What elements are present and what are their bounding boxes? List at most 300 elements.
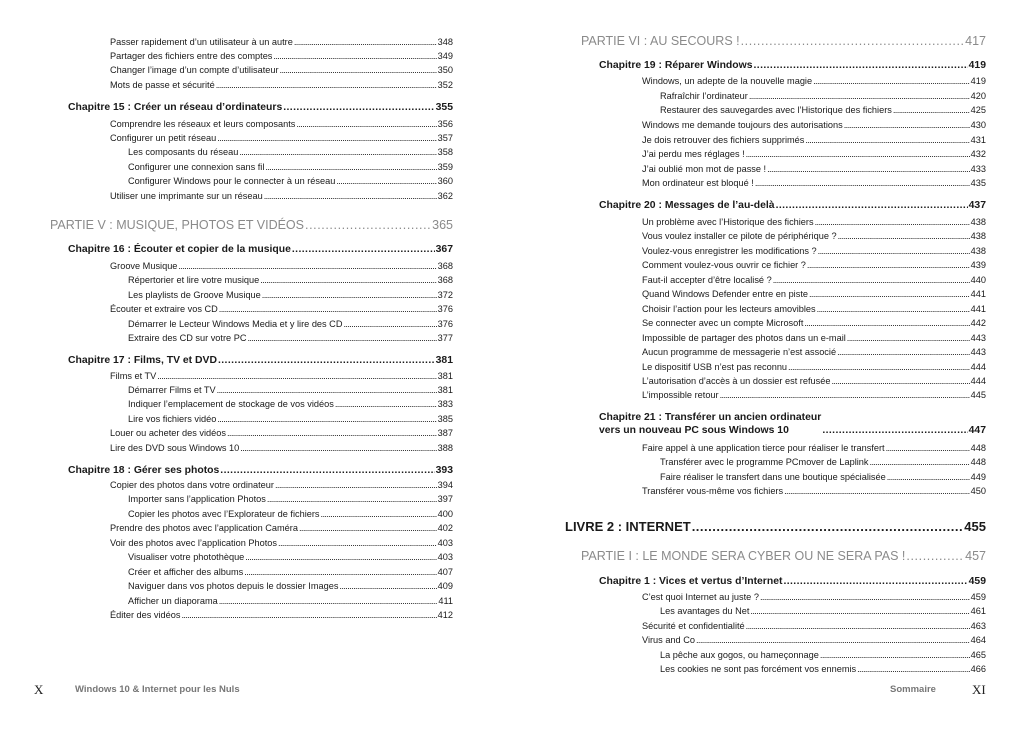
dot-leader xyxy=(696,634,970,646)
toc-entry-title: Configurer un petit réseau xyxy=(110,133,217,143)
toc-entry-part xyxy=(581,33,986,49)
toc-entry-part xyxy=(50,217,453,233)
toc-entry-sec2 xyxy=(660,90,986,102)
page-number-right: XI xyxy=(972,682,986,697)
toc-entry-page-number: 403 xyxy=(437,538,453,548)
dot-leader xyxy=(278,537,437,549)
toc-entry-sec2 xyxy=(660,649,986,661)
dot-leader xyxy=(299,522,437,534)
toc-entry-page-number: 381 xyxy=(437,385,453,395)
toc-entry-sec1 xyxy=(642,230,986,242)
dot-leader xyxy=(321,508,437,520)
toc-entry-title: Mots de passe et sécurité xyxy=(110,80,215,90)
toc-entry-page-number: 400 xyxy=(437,509,453,519)
toc-entry-title: Se connecter avec un compte Microsoft xyxy=(642,318,804,328)
toc-entry-title: J’ai oublié mon mot de passe ! xyxy=(642,164,767,174)
toc-entry-page-number: 387 xyxy=(437,428,453,438)
toc-entry-title: Changer l’image d’un compte d’utilisateur xyxy=(110,65,279,75)
toc-entry-sec1 xyxy=(642,332,986,344)
toc-entry-livre xyxy=(565,519,986,535)
toc-entry-sec2 xyxy=(660,605,986,617)
toc-entry-title: Configurer une connexion sans fil xyxy=(128,162,265,172)
toc-entry-page-number: 438 xyxy=(970,231,986,241)
toc-entry-page-number: 463 xyxy=(970,621,986,631)
toc-entry-chap2 xyxy=(599,411,986,437)
dot-leader xyxy=(844,119,970,131)
dot-leader xyxy=(178,260,436,272)
toc-entry-page-number: 438 xyxy=(970,246,986,256)
toc-entry-sec1 xyxy=(642,259,986,271)
toc-entry-title: Faut-il accepter d’être localisé ? xyxy=(642,275,772,285)
toc-entry-sec1 xyxy=(110,64,453,76)
toc-entry-title: Chapitre 19 : Réparer Windows xyxy=(599,60,753,71)
toc-entry-title: Copier les photos avec l’Explorateur de fichiers xyxy=(128,509,320,519)
toc-entry-sec2 xyxy=(128,595,453,607)
toc-entry-title: Prendre des photos avec l’application Caméra xyxy=(110,523,298,533)
dot-leader xyxy=(749,90,970,102)
dot-leader xyxy=(217,413,436,425)
dot-leader xyxy=(831,375,969,387)
toc-entry-page-number: 420 xyxy=(970,91,986,101)
toc-entry-chap xyxy=(599,199,986,212)
toc-entry-page-number: 444 xyxy=(970,362,986,372)
dot-leader xyxy=(339,580,436,592)
toc-entry-sec2 xyxy=(660,104,986,116)
toc-entry-page-number: 459 xyxy=(970,592,986,602)
dot-leader xyxy=(265,161,436,173)
toc-entry-sec1 xyxy=(642,274,986,286)
toc-entry-title: Chapitre 15 : Créer un réseau d’ordinateurs xyxy=(68,102,283,113)
toc-entry-sec1 xyxy=(642,346,986,358)
dot-leader xyxy=(267,493,437,505)
toc-entry-title: PARTIE I : LE MONDE SERA CYBER OU NE SERA PAS ! xyxy=(581,549,906,563)
toc-entry-page-number: 407 xyxy=(437,567,453,577)
toc-entry-sec2 xyxy=(128,413,453,425)
toc-entry-title: Passer rapidement d’un utilisateur à un autre xyxy=(110,37,293,47)
dot-leader xyxy=(244,566,436,578)
toc-entry-page-number: 419 xyxy=(968,60,986,71)
toc-entry-page-number: 441 xyxy=(970,289,986,299)
toc-entry-sec1 xyxy=(110,609,453,621)
toc-entry-page-number: 448 xyxy=(970,443,986,453)
dot-leader xyxy=(239,146,436,158)
dot-leader xyxy=(773,274,970,286)
dot-leader xyxy=(283,101,434,114)
toc-entry-page-number: 383 xyxy=(437,399,453,409)
toc-entry-part xyxy=(581,548,986,564)
dot-leader xyxy=(767,163,970,175)
toc-entry-title: Windows, un adepte de la nouvelle magie xyxy=(642,76,813,86)
toc-entry-title: L’impossible retour xyxy=(642,390,719,400)
toc-entry-title: PARTIE V : MUSIQUE, PHOTOS ET VIDÉOS xyxy=(50,218,304,232)
toc-entry-sec1 xyxy=(642,303,986,315)
toc-entry-sec1 xyxy=(110,132,453,144)
toc-entry-page-number: 397 xyxy=(437,494,453,504)
toc-entry-title: Impossible de partager des photos dans un e-mail xyxy=(642,333,846,343)
toc-entry-page-number: 438 xyxy=(970,217,986,227)
toc-entry-sec1 xyxy=(642,75,986,87)
dot-leader xyxy=(788,361,970,373)
toc-entry-chap xyxy=(599,575,986,588)
toc-entry-title: Un problème avec l’Historique des fichiers xyxy=(642,217,814,227)
dot-leader xyxy=(847,332,970,344)
toc-entry-page-number: 411 xyxy=(438,596,453,606)
dot-leader xyxy=(181,609,436,621)
toc-entry-sec1 xyxy=(642,148,986,160)
dot-leader xyxy=(218,354,435,367)
toc-entry-page-number: 449 xyxy=(970,472,986,482)
toc-entry-title: Éditer des vidéos xyxy=(110,610,181,620)
dot-leader xyxy=(227,427,437,439)
toc-entry-title-line2: vers un nouveau PC sous Windows 10 xyxy=(599,425,789,436)
dot-leader xyxy=(292,243,435,256)
dot-leader xyxy=(815,216,970,228)
toc-entry-title: Configurer Windows pour le connecter à un réseau xyxy=(128,176,336,186)
toc-entry-page-number: 425 xyxy=(970,105,986,115)
toc-entry-sec1 xyxy=(110,370,453,382)
dot-leader xyxy=(336,175,436,187)
toc-entry-title: Les composants du réseau xyxy=(128,147,239,157)
toc-entry-title: Démarrer le Lecteur Windows Media et y lire des CD xyxy=(128,319,343,329)
dot-leader xyxy=(783,575,967,588)
toc-entry-title: LIVRE 2 : INTERNET xyxy=(565,519,691,534)
toc-entry-sec1 xyxy=(110,50,453,62)
toc-entry-title: Groove Musique xyxy=(110,261,178,271)
toc-entry-page-number: 394 xyxy=(437,480,453,490)
toc-entry-page-number: 459 xyxy=(968,576,986,587)
toc-entry-sec1 xyxy=(110,190,453,202)
toc-entry-chap xyxy=(68,243,453,256)
toc-entry-title: Mon ordinateur est bloqué ! xyxy=(642,178,754,188)
toc-entry-page-number: 457 xyxy=(965,549,986,563)
toc-entry-sec2 xyxy=(128,332,453,344)
toc-entry-title: Faire réaliser le transfert dans une boutique spécialisée xyxy=(660,472,886,482)
dot-leader xyxy=(886,442,970,454)
toc-entry-page-number: 350 xyxy=(437,65,453,75)
dot-leader xyxy=(741,33,965,49)
toc-entry-sec1 xyxy=(642,620,986,632)
toc-entry-sec1 xyxy=(642,634,986,646)
toc-entry-sec2 xyxy=(660,471,986,483)
dot-leader xyxy=(245,551,436,563)
toc-entry-title: Lire vos fichiers vidéo xyxy=(128,414,217,424)
dot-leader xyxy=(822,424,967,437)
toc-entry-page-number: 431 xyxy=(970,135,986,145)
toc-entry-title: Transférer vous-même vos fichiers xyxy=(642,486,784,496)
toc-entry-sec1 xyxy=(642,317,986,329)
dot-leader xyxy=(335,398,437,410)
toc-entry-sec1 xyxy=(110,442,453,454)
dot-leader xyxy=(240,442,436,454)
toc-entry-sec2 xyxy=(128,580,453,592)
toc-entry-page-number: 376 xyxy=(437,304,453,314)
toc-entry-title: Les cookies ne sont pas forcément vos ennemis xyxy=(660,664,857,674)
dot-leader xyxy=(275,479,437,491)
toc-entry-title: La pêche aux gogos, ou hameçonnage xyxy=(660,650,819,660)
toc-entry-title: Comprendre les réseaux et leurs composants xyxy=(110,119,296,129)
toc-entry-title: Restaurer des sauvegardes avec l’Historique des fichiers xyxy=(660,105,892,115)
toc-entry-title: L’autorisation d’accès à un dossier est refusée xyxy=(642,376,831,386)
dot-leader xyxy=(837,346,970,358)
toc-entry-sec2 xyxy=(128,274,453,286)
toc-entry-title: PARTIE VI : AU SECOURS ! xyxy=(581,34,740,48)
toc-entry-title: Films et TV xyxy=(110,371,157,381)
toc-entry-title: Indiquer l’emplacement de stockage de vos vidéos xyxy=(128,399,334,409)
toc-entry-page-number: 464 xyxy=(970,635,986,645)
toc-entry-page-number: 368 xyxy=(437,261,453,271)
toc-entry-chap xyxy=(68,101,453,114)
toc-entry-page-number: 388 xyxy=(437,443,453,453)
toc-entry-title: Répertorier et lire votre musique xyxy=(128,275,260,285)
dot-leader xyxy=(784,485,970,497)
toc-entry-sec2 xyxy=(128,318,453,330)
toc-entry-sec1 xyxy=(110,36,453,48)
toc-entry-title: Louer ou acheter des vidéos xyxy=(110,428,226,438)
toc-entry-page-number: 437 xyxy=(968,200,986,211)
toc-entry-sec1 xyxy=(642,288,986,300)
toc-entry-page-number: 358 xyxy=(437,147,453,157)
toc-entry-sec1 xyxy=(110,522,453,534)
dot-leader xyxy=(906,548,964,564)
dot-leader xyxy=(217,384,437,396)
dot-leader xyxy=(220,464,434,477)
dot-leader xyxy=(294,36,437,48)
toc-entry-page-number: 466 xyxy=(970,664,986,674)
toc-entry-chap xyxy=(68,464,453,477)
toc-entry-title: Extraire des CD sur votre PC xyxy=(128,333,247,343)
toc-entry-page-number: 447 xyxy=(968,425,986,436)
dot-leader xyxy=(273,50,436,62)
toc-entry-title: Voir des photos avec l’application Photos xyxy=(110,538,278,548)
toc-entry-page-number: 367 xyxy=(435,244,453,255)
toc-entry-title: Quand Windows Defender entre en piste xyxy=(642,289,808,299)
dot-leader xyxy=(813,75,970,87)
dot-leader xyxy=(217,132,436,144)
toc-entry-title: Windows me demande toujours des autorisations xyxy=(642,120,843,130)
toc-entry-page-number: 356 xyxy=(437,119,453,129)
toc-entry-sec1 xyxy=(642,389,986,401)
dot-leader xyxy=(755,177,970,189)
dot-leader xyxy=(692,519,964,535)
toc-entry-title: Virus and Co xyxy=(642,635,695,645)
toc-entry-title: Écouter et extraire vos CD xyxy=(110,304,218,314)
toc-entry-page-number: 377 xyxy=(437,333,453,343)
toc-entry-page-number: 368 xyxy=(437,275,453,285)
toc-entry-title: Visualiser votre photothèque xyxy=(128,552,245,562)
toc-entry-sec1 xyxy=(642,485,986,497)
toc-entry-sec2 xyxy=(128,508,453,520)
toc-entry-sec2 xyxy=(128,493,453,505)
toc-entry-sec1 xyxy=(642,442,986,454)
toc-entry-sec2 xyxy=(660,663,986,675)
toc-entry-title: Partager des fichiers entre des comptes xyxy=(110,51,273,61)
toc-entry-title: Comment voulez-vous ouvrir ce fichier ? xyxy=(642,260,806,270)
toc-entry-title: Chapitre 18 : Gérer ses photos xyxy=(68,465,220,476)
toc-entry-title: Voulez-vous enregistrer les modifications ? xyxy=(642,246,817,256)
toc-entry-sec1 xyxy=(110,118,453,130)
toc-entry-sec1 xyxy=(642,591,986,603)
toc-entry-sec2 xyxy=(660,456,986,468)
toc-entry-page-number: 417 xyxy=(965,34,986,48)
dot-leader xyxy=(750,605,969,617)
toc-entry-title: Choisir l’action pour les lecteurs amovibles xyxy=(642,304,816,314)
toc-entry-sec2 xyxy=(128,398,453,410)
toc-entry-page-number: 357 xyxy=(437,133,453,143)
toc-entry-title-line1: Chapitre 21 : Transférer un ancien ordinateur xyxy=(599,412,822,423)
toc-entry-title: Les avantages du Net xyxy=(660,606,750,616)
toc-entry-title: Chapitre 20 : Messages de l’au-delà xyxy=(599,200,775,211)
toc-entry-sec2 xyxy=(128,551,453,563)
dot-leader xyxy=(887,471,970,483)
toc-entry-page-number: 465 xyxy=(970,650,986,660)
toc-entry-page-number: 365 xyxy=(432,218,453,232)
toc-entry-title: Naviguer dans vos photos depuis le dossier Images xyxy=(128,581,339,591)
dot-leader xyxy=(280,64,437,76)
dot-leader xyxy=(262,289,437,301)
toc-entry-page-number: 442 xyxy=(970,318,986,328)
toc-entry-page-number: 409 xyxy=(437,581,453,591)
toc-entry-page-number: 348 xyxy=(437,37,453,47)
dot-leader xyxy=(720,389,970,401)
dot-leader xyxy=(305,217,431,233)
toc-entry-sec2 xyxy=(128,161,453,173)
toc-entry-sec1 xyxy=(642,119,986,131)
toc-entry-page-number: 349 xyxy=(437,51,453,61)
toc-entry-title: Lire des DVD sous Windows 10 xyxy=(110,443,240,453)
dot-leader xyxy=(776,199,968,212)
dot-leader xyxy=(219,303,437,315)
toc-entry-sec2 xyxy=(128,146,453,158)
toc-entry-title: Le dispositif USB n’est pas reconnu xyxy=(642,362,788,372)
toc-entry-page-number: 433 xyxy=(970,164,986,174)
dot-leader xyxy=(857,663,970,675)
toc-entry-title: Les playlists de Groove Musique xyxy=(128,290,261,300)
toc-entry-page-number: 381 xyxy=(437,371,453,381)
dot-leader xyxy=(809,288,970,300)
toc-entry-page-number: 352 xyxy=(437,80,453,90)
toc-entry-title: C’est quoi Internet au juste ? xyxy=(642,592,759,602)
running-footer-section: Sommaire xyxy=(890,684,936,695)
toc-entry-page-number: 376 xyxy=(437,319,453,329)
dot-leader xyxy=(343,318,436,330)
toc-entry-sec1 xyxy=(110,79,453,91)
toc-entry-page-number: 448 xyxy=(970,457,986,467)
toc-entry-title: Transférer avec le programme PCmover de Laplink xyxy=(660,457,869,467)
dot-leader xyxy=(817,303,970,315)
toc-entry-title: Importer sans l’application Photos xyxy=(128,494,266,504)
dot-leader xyxy=(746,148,970,160)
toc-entry-title: Chapitre 17 : Films, TV et DVD xyxy=(68,355,217,366)
toc-entry-page-number: 412 xyxy=(437,610,453,620)
dot-leader xyxy=(893,104,970,116)
toc-entry-sec1 xyxy=(110,479,453,491)
toc-entry-title: J’ai perdu mes réglages ! xyxy=(642,149,745,159)
dot-leader xyxy=(216,79,437,91)
toc-entry-title: Faire appel à une application tierce pour réaliser le transfert xyxy=(642,443,885,453)
toc-entry-page-number: 372 xyxy=(437,290,453,300)
toc-entry-title: Aucun programme de messagerie n’est associé xyxy=(642,347,837,357)
toc-entry-page-number: 455 xyxy=(964,519,986,534)
page-number-left: X xyxy=(34,682,44,697)
toc-entry-page-number: 393 xyxy=(435,465,453,476)
dot-leader xyxy=(296,118,436,130)
toc-entry-sec1 xyxy=(642,163,986,175)
toc-entry-page-number: 381 xyxy=(435,355,453,366)
dot-leader xyxy=(804,317,969,329)
toc-entry-sec1 xyxy=(642,134,986,146)
dot-leader xyxy=(157,370,436,382)
toc-entry-title: Utiliser une imprimante sur un réseau xyxy=(110,191,263,201)
toc-entry-page-number: 402 xyxy=(437,523,453,533)
toc-entry-sec1 xyxy=(110,303,453,315)
toc-entry-sec1 xyxy=(642,177,986,189)
dot-leader xyxy=(260,274,436,286)
toc-entry-sec2 xyxy=(128,384,453,396)
toc-entry-page-number: 419 xyxy=(970,76,986,86)
toc-entry-page-number: 435 xyxy=(970,178,986,188)
toc-entry-page-number: 440 xyxy=(970,275,986,285)
toc-entry-page-number: 355 xyxy=(435,102,453,113)
dot-leader xyxy=(838,230,970,242)
toc-entry-sec1 xyxy=(642,375,986,387)
dot-leader xyxy=(219,595,438,607)
toc-entry-page-number: 443 xyxy=(970,347,986,357)
toc-entry-page-number: 445 xyxy=(970,390,986,400)
toc-entry-sec1 xyxy=(110,260,453,272)
toc-entry-page-number: 403 xyxy=(437,552,453,562)
toc-entry-page-number: 385 xyxy=(437,414,453,424)
toc-entry-page-number: 359 xyxy=(437,162,453,172)
toc-entry-chap xyxy=(599,59,986,72)
toc-entry-title: Vous voulez installer ce pilote de périphérique ? xyxy=(642,231,837,241)
toc-entry-title xyxy=(599,411,821,437)
dot-leader xyxy=(746,620,970,632)
toc-entry-sec1 xyxy=(642,361,986,373)
running-footer-book-title: Windows 10 & Internet pour les Nuls xyxy=(75,684,240,695)
dot-leader xyxy=(264,190,437,202)
dot-leader xyxy=(807,259,970,271)
toc-entry-sec1 xyxy=(110,537,453,549)
toc-entry-sec1 xyxy=(642,245,986,257)
toc-entry-sec2 xyxy=(128,566,453,578)
toc-entry-title: Afficher un diaporama xyxy=(128,596,218,606)
toc-entry-title: Démarrer Films et TV xyxy=(128,385,216,395)
dot-leader xyxy=(247,332,436,344)
toc-entry-title: Chapitre 16 : Écouter et copier de la musique xyxy=(68,244,291,255)
toc-entry-sec1 xyxy=(110,427,453,439)
toc-entry-title: Je dois retrouver des fichiers supprimés xyxy=(642,135,805,145)
toc-entry-title: Sécurité et confidentialité xyxy=(642,621,745,631)
dot-leader xyxy=(870,456,970,468)
toc-entry-sec2 xyxy=(128,175,453,187)
toc-entry-page-number: 443 xyxy=(970,333,986,343)
toc-entry-page-number: 360 xyxy=(437,176,453,186)
dot-leader xyxy=(760,591,970,603)
toc-entry-title: Copier des photos dans votre ordinateur xyxy=(110,480,274,490)
toc-entry-title: Créer et afficher des albums xyxy=(128,567,244,577)
toc-entry-page-number: 362 xyxy=(437,191,453,201)
toc-entry-page-number: 450 xyxy=(970,486,986,496)
toc-entry-title: Chapitre 1 : Vices et vertus d’Internet xyxy=(599,576,783,587)
dot-leader xyxy=(820,649,970,661)
toc-entry-page-number: 430 xyxy=(970,120,986,130)
dot-leader xyxy=(818,245,970,257)
dot-leader xyxy=(805,134,969,146)
dot-leader xyxy=(754,59,968,72)
toc-entry-sec2 xyxy=(128,289,453,301)
toc-entry-page-number: 444 xyxy=(970,376,986,386)
toc-entry-page-number: 432 xyxy=(970,149,986,159)
